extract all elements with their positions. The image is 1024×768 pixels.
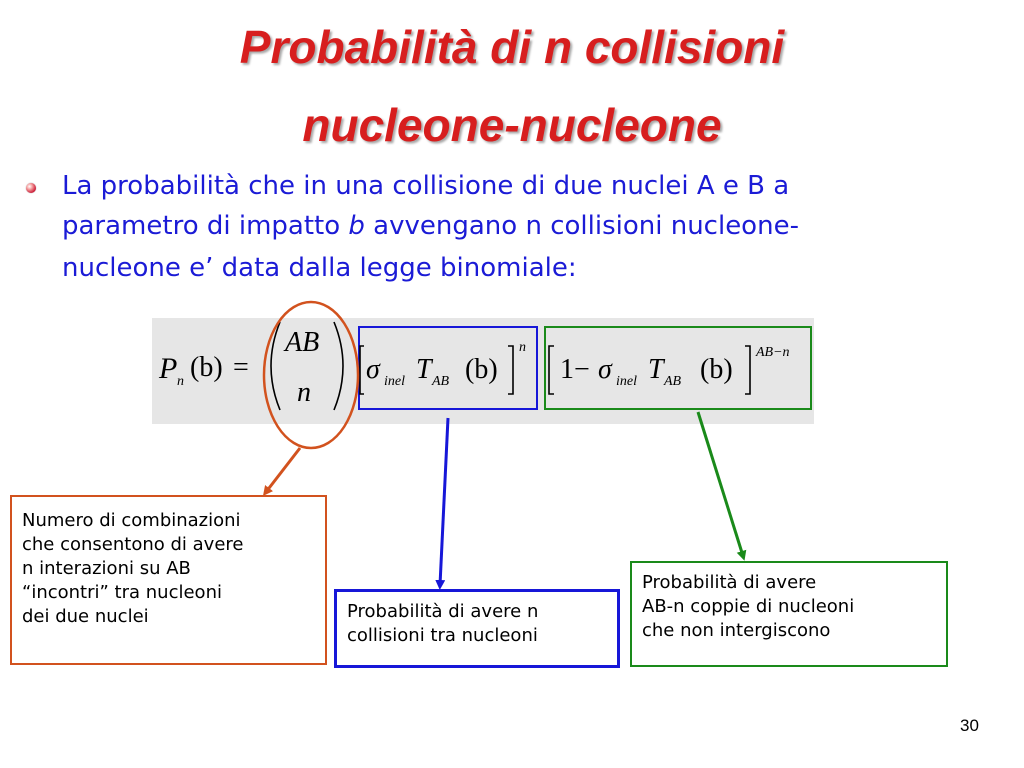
formula-one-minus: 1−	[560, 354, 590, 385]
formula-inel-subscript: inel	[384, 374, 405, 389]
annotation-line: “incontri” tra nucleoni	[22, 582, 222, 603]
formula-arg-b-2: (b)	[465, 354, 498, 385]
annotation-line: Probabilità di avere	[642, 572, 817, 593]
combinations-annotation	[10, 495, 327, 665]
title-line-1: Probabilità di n collisioni	[239, 21, 785, 73]
annotation-line: che consentono di avere	[22, 534, 244, 555]
annotation-line: Numero di combinazioni	[22, 510, 241, 531]
formula-P: P	[159, 352, 178, 385]
bullet-line-3: nucleone e’ data dalla legge binomiale:	[62, 253, 577, 283]
annotation-line: collisioni tra nucleoni	[347, 625, 538, 646]
impact-parameter-symbol: b	[348, 211, 365, 241]
bullet-line-2-end: avvengano n collisioni nucleone-	[364, 211, 799, 241]
formula-AB-subscript: AB	[432, 374, 450, 389]
bullet-line-2-start: parametro di impatto	[62, 211, 349, 241]
formula-arg-b-3: (b)	[700, 354, 733, 385]
bullet-icon	[26, 183, 36, 193]
page-number: 30	[960, 716, 979, 735]
formula-exponent-n: n	[519, 340, 526, 355]
formula-equals: =	[233, 352, 249, 383]
formula-exponent-AB-n: AB−n	[756, 345, 790, 360]
annotation-line: Probabilità di avere n	[347, 601, 539, 622]
title-line-2: nucleone-nucleone	[302, 99, 722, 151]
formula-T: T	[416, 354, 432, 385]
binomial-top: AB	[285, 327, 320, 358]
formula-sigma: σ	[366, 354, 380, 385]
blue-arrow	[440, 418, 448, 585]
n-collisions-annotation	[334, 589, 620, 668]
blue-term-brackets	[358, 328, 538, 408]
annotation-line: che non intergiscono	[642, 620, 831, 641]
formula-arg-b: (b)	[190, 352, 223, 383]
orange-arrow	[266, 448, 300, 492]
annotation-line: n interazioni su AB	[22, 558, 191, 579]
formula-sigma-2: σ	[598, 354, 612, 385]
formula-T-2: T	[648, 354, 664, 385]
green-arrow	[698, 412, 743, 556]
bullet-line-1: La probabilità che in una collisione di due nuclei A e B a	[62, 171, 790, 201]
formula-AB-subscript-2: AB	[664, 374, 682, 389]
annotation-line: dei due nuclei	[22, 606, 149, 627]
bullet-line-2	[62, 206, 799, 246]
formula-n-subscript: n	[177, 374, 184, 389]
annotation-line: AB-n coppie di nucleoni	[642, 596, 855, 617]
no-interaction-annotation	[630, 561, 948, 667]
formula-inel-subscript-2: inel	[616, 374, 637, 389]
binomial-bottom: n	[297, 377, 311, 408]
